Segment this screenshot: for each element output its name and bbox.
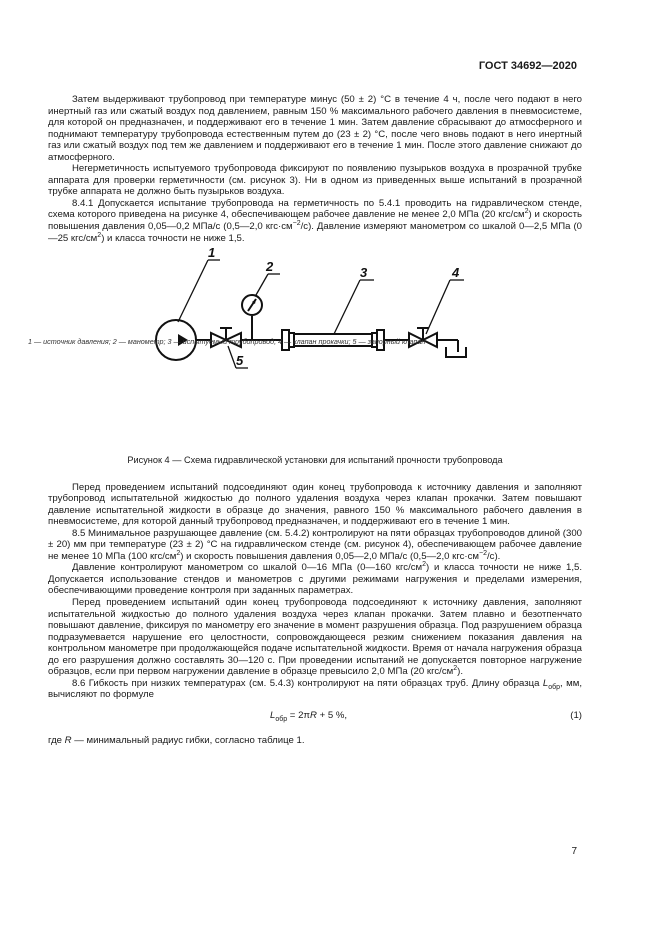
label-1: 1 (208, 245, 216, 261)
paragraph-cooling-test: Затем выдерживают трубопровод при температуре минус (50 ± 2) °С в течение 4 ч, после чего подают в него инертный газ или сжатый воздух под давлением, равным 150 % максимального рабочего давления в пневмосистеме, для которой он предназначен, и поддерживают его в течение 1 мин. Затем давление сбрасывают до атмосферного и поднимают температуру трубопровода естественным путем до (23 ± 2) °С, после чего вновь подают в него инертный газ или сжатый воздух под тем же давлением и поддерживают его в течение 1 мин. После этого давление снижают до атмосферного. (48, 94, 582, 163)
figure-legend: 1 — источник давления; 2 — манометр; 3 — испытуемый трубопровод; 4 — клапан прокачки; 5 — запорный клапан (28, 337, 426, 346)
formula-number: (1) (570, 709, 582, 721)
paragraph-8-5: 8.5 Минимальное разрушающее давление (см. 5.4.2) контролируют на пяти образцах трубопроводов длиной (300 ± 20) мм при температуре (23 ± 2) °С на гидравлическом стенде (см. рисунок 4), обеспечивающем рабочее давление не менее 10 МПа (100 кгс/$см^2$) и скорость повышения давления 0,05—2,0 МПа/с (0,5—2,0 $кгс\cdot см^{-2}/с$). (48, 527, 582, 562)
paragraph-leak-detection: Негерметичность испытуемого трубопровода фиксируют по появлению пузырьков воздуха в прозрачной трубке аппарата для проверки герметичности (см. рисунок 3). Ни в одном из приведенных выше испытаний в прозрачной трубке аппарата не должно быть пузырьков воздуха. (48, 163, 582, 198)
formula-1: $L_{обр} = 2\pi R + 5$ %, (1) (270, 709, 582, 723)
label-3: 3 (360, 265, 368, 281)
paragraph-fill-procedure: Перед проведением испытаний подсоединяют один конец трубопровода к источнику давления и заполняют трубопровод испытательной жидкостью до полного удаления воздуха через клапан прокачки. Затем повышают давление испытательной жидкости в образце до значения, равного 150 % максимального рабочего давления в пневмосистеме, для которой данный трубопровод предназначен, и поддерживают его в течение 1 мин. (48, 481, 582, 528)
paragraph-where: где R — минимальный радиус гибки, согласно таблице 1. (48, 734, 305, 746)
label-4: 4 (452, 265, 460, 281)
page-content (48, 94, 582, 438)
label-5: 5 (236, 353, 244, 369)
page-content-lower (48, 455, 582, 746)
paragraph-8-4-1: 8.4.1 Допускается испытание трубопровода на герметичность по 5.4.1 проводить на гидравлическом стенде, схема которого приведена на рисунке 4, обеспечивающем рабочее давление не менее 2,0 МПа (20 кгс/$см^2$) и скорость повышения давления 0,05—0,2 МПа/с (0,5—2,0 $кгс\cdot см^{-2}/с$). Давление измеряют манометром со шкалой 0—2,5 МПа (0—25 кгс/$см^2$) и класса точности не ниже 1,5. (48, 197, 582, 244)
paragraph-burst-procedure: Перед проведением испытаний один конец трубопровода подсоединяют к источнику давления, заполняют испытательной жидкостью до полного удаления воздуха через клапан прокачки. Затем плавно и безотпенчато повышают давление, фиксируя по манометру его значение в момент разрушения образца. Под разрушением образца подразумевается нарушение его целостности, сопровождающееся резким снижением показания давления на контрольном манометре при продолжающейся подаче испытательной жидкости. Время от начала нагружения образца до его разрушения должно составлять 30—120 с. При проведении испытаний не допускается повторное нагружение образцов, если при первом нагружении давление в образце превысило 2,0 МПа (20 кгс/$см^2$). (48, 597, 582, 678)
figure-caption: Рисунок 4 — Схема гидравлической установки для испытаний прочности трубопровода (127, 455, 503, 465)
page-number: 7 (571, 846, 577, 857)
drain-tank-symbol (446, 347, 466, 357)
paragraph-manometer: Давление контролируют манометром со шкалой 0—16 МПа (0—160 кгс/$см^2$) и класса точности не ниже 1,5. Допускается использование стендов и манометров с другими режимами нагружения и пределами измерения, обеспечивающими проведение контроля при заданных параметрах. (48, 561, 583, 597)
document-header: ГОСТ 34692—2020 (478, 60, 577, 72)
paragraph-8-6: 8.6 Гибкость при низких температурах (см. 5.4.3) контролируют на пяти образцах труб. Длину образца $L_{обр}$, мм, вычисляют по формуле (48, 677, 582, 701)
label-2: 2 (266, 259, 274, 275)
